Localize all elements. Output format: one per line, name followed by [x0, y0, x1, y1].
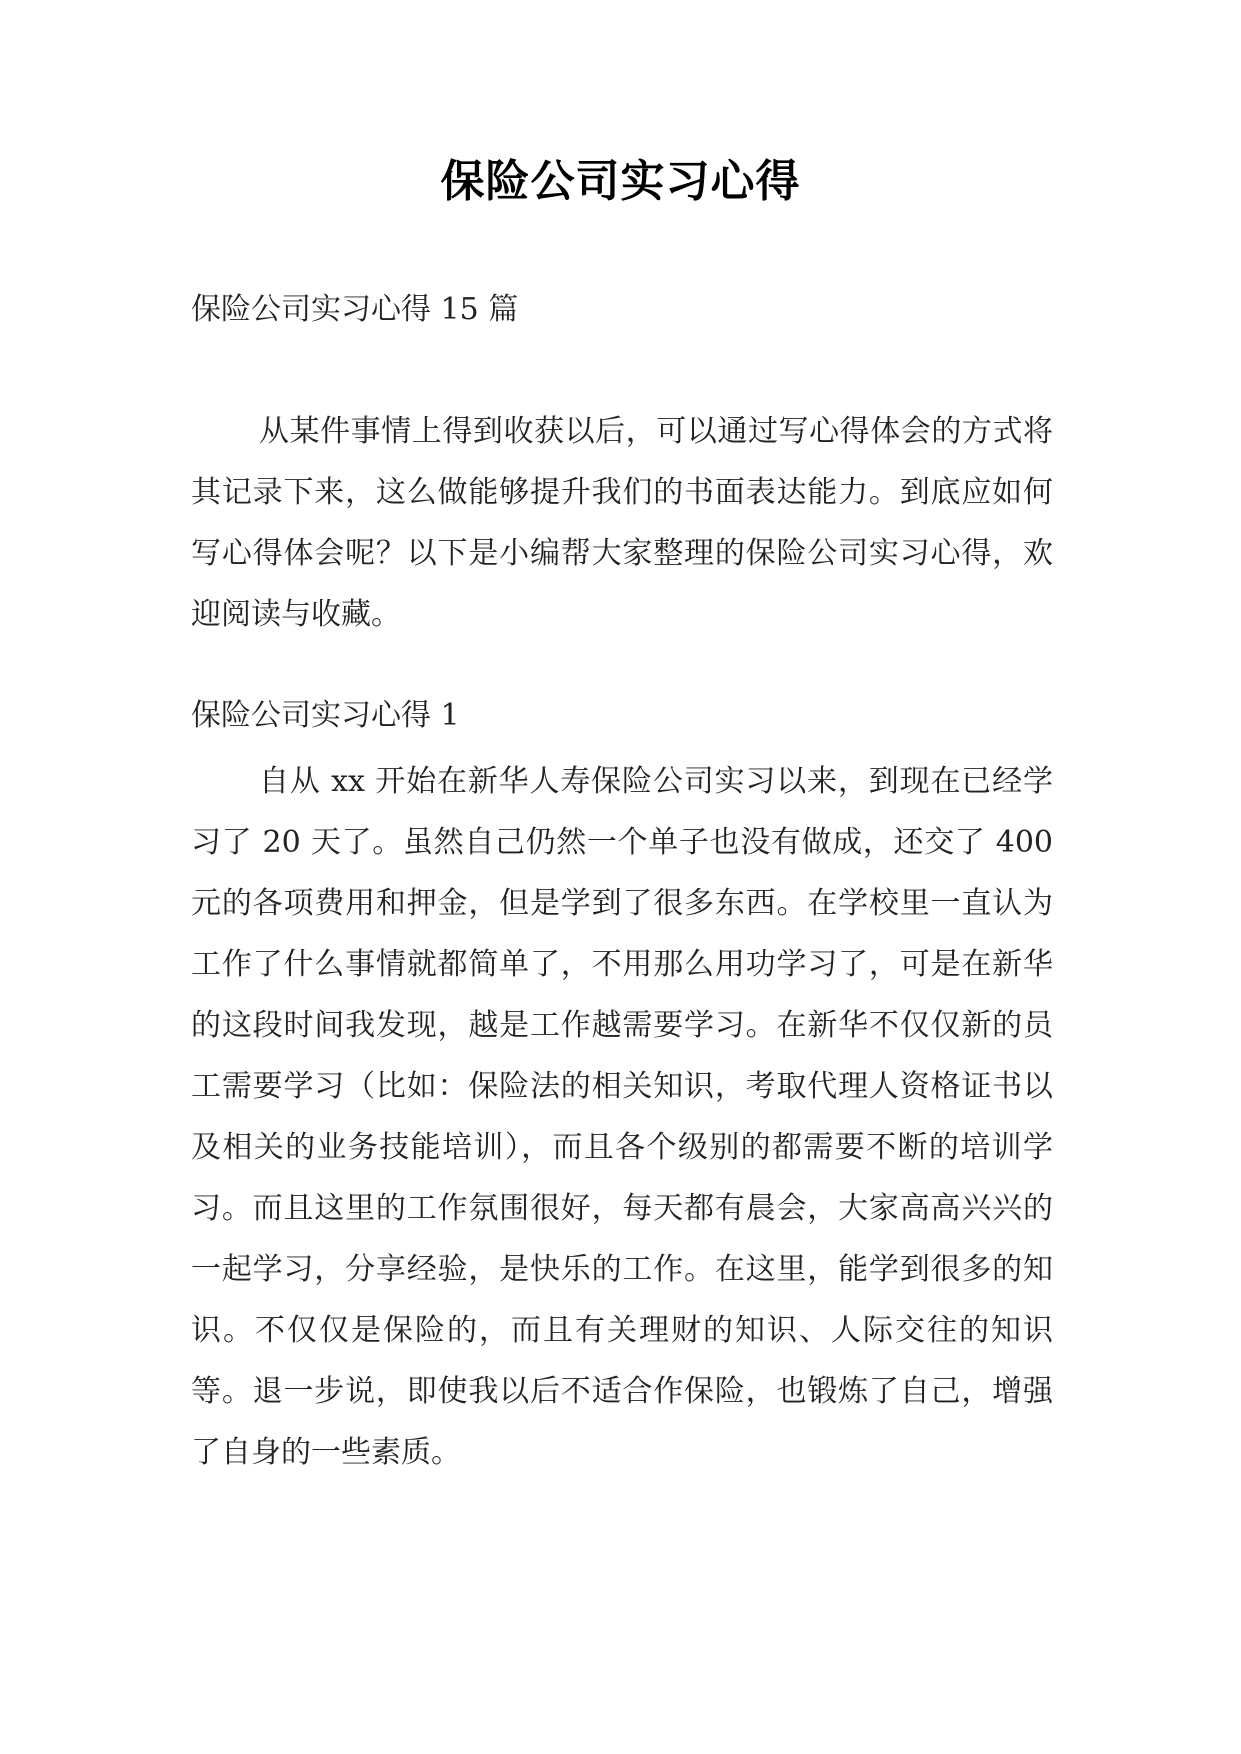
document-title: 保险公司实习心得 [440, 156, 801, 207]
intro-paragraph: 从某件事情上得到收获以后，可以通过写心得体会的方式将其记录下来，这么做能够提升我们的书面表达能力。到底应如何写心得体会呢？以下是小编帮大家整理的保险公司实习心得，欢迎阅读与收藏。 [191, 414, 1053, 632]
document-subtitle: 保险公司实习心得 15 篇 [191, 292, 519, 327]
section-body-paragraph: 自从 xx 开始在新华人寿保险公司实习以来，到现在已经学习了 20 天了。虽然自己仍然一个单子也没有做成，还交了 400 元的各项费用和押金，但是学到了很多东西。在学校里一直认为工作了什么事情就都简单了，不用那么用功学习了，可是在新华的这段时间我发现，越是工作越需要学习。在新华不仅仅新的员工需要学习（比如：保险法的相关知识，考取代理人资格证书以及相关的业务技能培训），而且各个级别的都需要不断的培训学习。而且这里的工作氛围很好，每天都有晨会，大家高高兴兴的一起学习，分享经验，是快乐的工作。在这里，能学到很多的知识。不仅仅是保险的，而且有关理财的知识、人际交往的知识等。退一步说，即使我以后不适合作保险，也锻炼了自己，增强了自身的一些素质。 [191, 764, 1053, 1470]
section-heading: 保险公司实习心得 1 [191, 698, 460, 733]
